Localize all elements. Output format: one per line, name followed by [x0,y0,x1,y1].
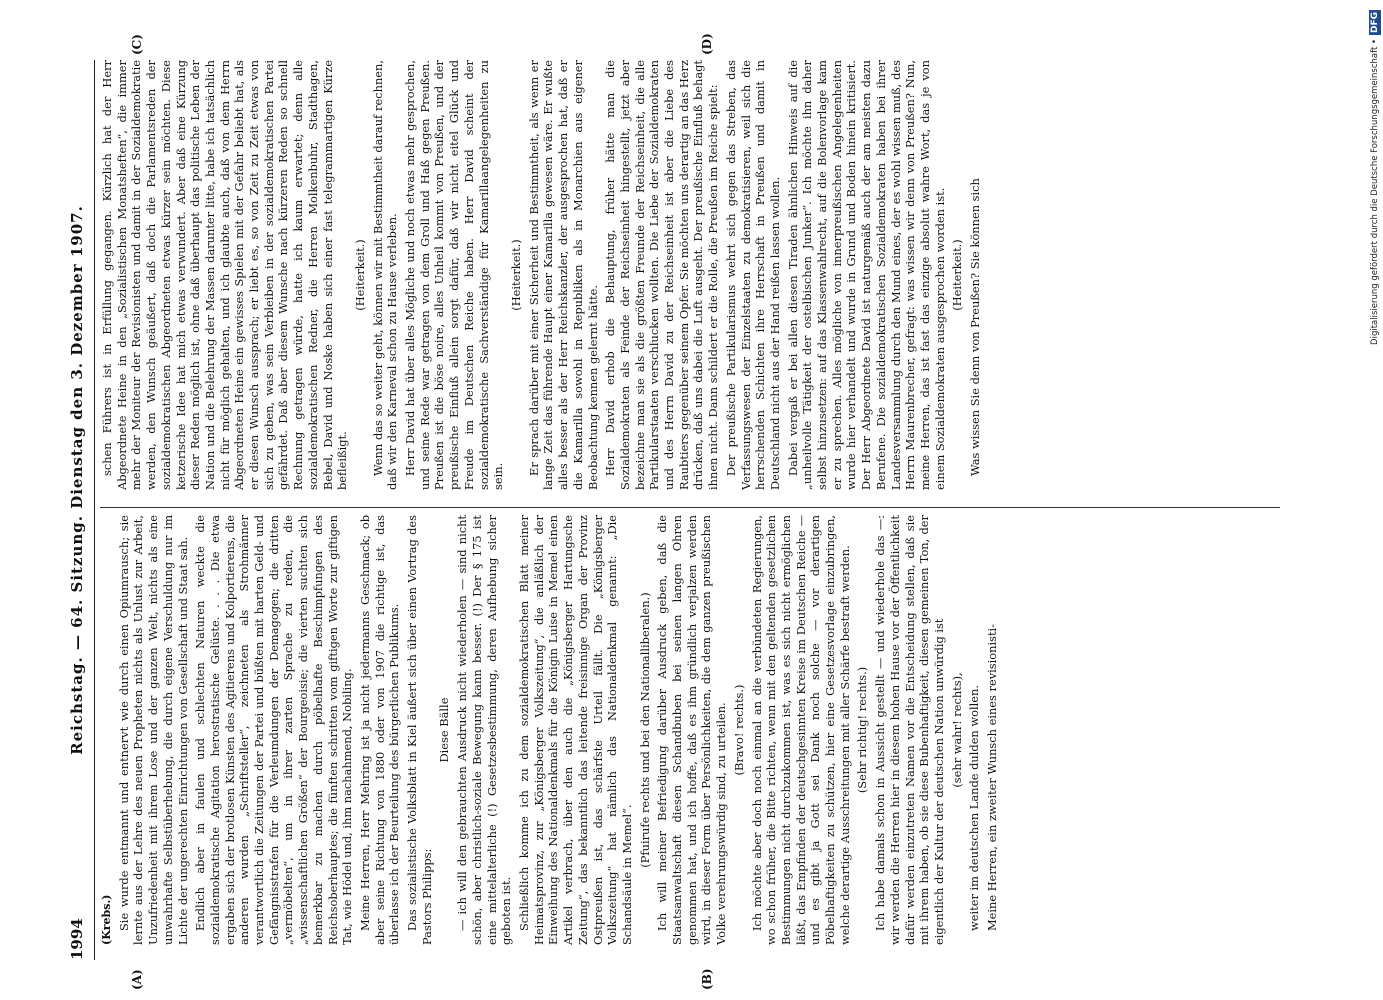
paragraph: weiter im deutschen Lande dulden wollen. [967,685,982,931]
margin-marker-b: (B) [700,968,714,990]
speaker-label: (Krebs.) [100,894,113,945]
paragraph: Sie wurde entmannt und entnervt wie durch einen Opiumrausch; sie lernte aus der Lehre des neuen Propheten nichts als Unlust zur Arbeit, Unzufriedenheit mit ihrem Lose und der ganzen Welt, nichts als eine unwahrhafte Selbstüberhebung, die durch eigene Verschuldung nur im Lichte der ungerechten Einrichtungen von Gesellschaft und Staat sah. [116,515,190,945]
interjection: (Pfuirufe rechts und bei den Nationalliberalen.) [637,592,652,868]
paragraph: Dabei vergaß er bei allen diesen Tiraden ähnlichen Hinweis auf die „unheilvolle Tätigkeit der ostelbischen Junker“. Ich möchte ihn daher selbst hinzusetzen: auf das Klassenwahlrecht, auf die Bolenvorlage kam er zu sprechen. Alles mögliche von innerpreußischen Angelegenheiten wurde hier verhandelt und wurde in Grund und Boden hinein kritisiert. Der Herr Abgeordnete David ist naturgemäß auch der am meisten dazu Berufene. Die sozialdemokratischen Sozialdemokraten haben bei ihrer Landesversammlung durch den Mund eines, der es wohl wissen muß, des Herrn Maurenbrecher, gefragt: was wissen wir denn von Preußen? Nun, meine Herren, das ist fast das einzige absolut wahre Wort, das je von einem Sozialdemokraten ausgesprochen worden ist. [785,60,947,490]
paragraph: Was wissen Sie denn von Preußen? Sie können sich [968,178,983,476]
header-rule [94,60,95,960]
credit-text: Digitalisierung gefördert durch die Deutsche Forschungsgemeinschaft • [1370,39,1380,345]
paragraph: Er sprach darüber mit einer Sicherheit und Bestimmtheit, als wenn er lange Zeit das führende Haupt einer Kamarilla gewesen wäre. Er wußte alles besser als der Herr Reichskanzler, der ausgesprochen hat, daß er die Kamarilla sowohl in Republiken als in Monarchien aus eigener Beobachtung kennen gelernt hätte. [526,60,600,490]
paragraph: Wenn das so weiter geht, können wir mit Bestimmtheit darauf rechnen, daß wir den Karneval schon zu Hause verleben. [370,60,400,490]
column-divider [100,507,1280,508]
paragraph: Das sozialistische Volksblatt in Kiel äußert sich über einen Vortrag des Pastors Philipps: [405,515,434,945]
dfg-logo: DFG [1370,12,1380,34]
paragraph: — ich will den gebrauchten Ausdruck nicht wiederholen — sind nicht schön, aber christlich-soziale Bewegung kann besser. (!) Der § 175 ist eine mittelalterliche (!) Gesetzesbestimmung, deren Aufhebung sicher geboten ist. [455,515,514,945]
paragraph: Meine Herren, ein zweiter Wunsch eines revisionisti- [985,623,1000,931]
interjection: (Heiterkeit.) [508,239,523,311]
paragraph: schen Führers ist in Erfüllung gegangen. Kürzlich hat der Herr Abgeordnete Heine in den „Sozialistischen Monatsheften“, die immer mehr der Moniteur der Revisionisten und damit in der Sozialdemokratie werden, den Wunsch geäußert, daß doch die Parlamentsreden der sozialdemokratischen Abgeordneten etwas kürzer sein möchten. Diese ketzerische Idee hat mich etwas verwundert. Aber daß eine Kürzung dieser Reden möglich ist, ohne daß überhaupt das politische Leben der Nation und die Belehrung der Massen darunter litte, habe ich tatsächlich nicht für möglich gehalten, und ich glaubte auch, daß von dem Herrn Abgeordneten Heine ein gewisses Spielen mit der Gefahr beliebt hat, als er diesen Wunsch aussprach; er liebt es, so von Zeit zu Zeit etwas von sich zu geben, was sein Verbleiben in der sozialdemokratischen Partei gefährdet. Daß aber diesem Wunsche nach kürzeren Reden so schnell Rechnung getragen würde, hatte ich kaum erwartet; denn alle sozialdemokratischen Redner, die Herren Molkenbuhr, Stadthagen, Bebel, David und Noske haben sich einer fast telegrammartigen Kürze befleißigt. [100,60,350,490]
margin-marker-d: (D) [700,33,714,55]
paragraph: Meine Herren, Herr Mehring ist ja nicht jedermanns Geschmack; ob aber seine Richtung von 1880 oder von 1907 die richtige ist, das überlasse ich der Beurteilung des bürgerlichen Publikums. [357,515,402,945]
paragraph: Ich habe damals schon in Aussicht gestellt — und wiederhole das —: wir werden die Herren hier in diesem hohen Hause vor der Öffentlichkeit dafür werden einzutreten Namen vor die Entscheidung stellen, daß sie mit ihrem haben, ob sie diese Bubenhaftigkeit, diesen gemeinen Ton, der eigentlich der Kultur der deutschen Nation unwürdig ist [873,515,946,945]
paragraph: Herr David erhob die Behauptung, früher hätte man die Sozialdemokraten als Feinde der Reichseinheit hingestellt, jetzt aber bezeichne man sie als die größten Freunde der Reichseinheit, die alle Partikularstaaten verschlucken wollten. Die Liebe der Sozialdemokraten und des Herrn David zu der Reichseinheit ist aber die Liebe des Raubtiers gegenüber seinem Opfer. Sie möchten uns derartig an das Herz drücken, daß uns dabei die Luft ausgeht. Der preußische Einfluß behagt ihnen nicht. Dann schildert er die Rolle, die Preußen im Reiche spielt: [603,60,721,490]
paragraph: Schließlich komme ich zu dem sozialdemokratischen Blatt meiner Heimatsprovinz, zur „Königsberger Volkszeitung“, die anläßlich der Einweihung des Nationaldenkmals für die Königin Luise in Memel einen Artikel verbrach, über den auch die „Königsberger Hartungsche Zeitung“, das bekanntlich das leitende freisinnige Organ der Provinz Ostpreußen ist, das schärfste Urteil fällt. Die „Königsberger Volkszeitung“ hat nämlich das Nationaldenkmal genannt: „Die Schandsäule in Memel“. [516,515,634,945]
paragraph: Diese Bälle [437,697,452,763]
page-header [60,60,94,960]
right-column [100,60,1280,490]
paragraph: Der preußische Partikularismus wehrt sich gegen das Streben, das Verfassungswesen der Einzelstaaten zu demokratisieren, weil sich die herrschenden Schichten ihre Herrschaft in Preußen und damit in Deutschland nicht aus der Hand reißen lassen wollen. [723,60,782,490]
paragraph: Ich möchte aber doch noch einmal an die verbündeten Regierungen, wo schon früher, die Bitte richten, wenn mit den geltenden gesetzlichen Bestimmungen nicht durchzukommen ist, was es sich nicht ermöglichen läßt, das Empfinden der deutschgesinnten Kreise im Deutschen Reiche — und es gibt ja Gott sei Dank noch solche — vor derartigen Pöbelhaftigkeiten zu schützen, hier eine Gesetzesvorlage einzubringen, welche derartige Ausschreitungen mit aller Schärfe bestraft werden. [749,515,852,945]
digitization-credit [1368,10,1382,990]
interjection: (Bravo! rechts.) [731,684,746,776]
interjection: (Sehr richtig! rechts.) [855,666,870,794]
rotated-page [60,33,1350,990]
paragraph: Ich will meiner Befriedigung darüber Ausdruck geben, daß die Staatsanwaltschaft diesen Schandbuben bei seinen langen Ohren genommen hat, und ich hoffe, daß es ihm gründlich verjalzen werden wird, in dieser Form über Persönlichkeiten, die dem ganzen preußischen Volke verehrungswürdig sind, zu urteilen. [655,515,729,945]
page-title: Reichstag. — 64. Sitzung. Dienstag den 3. Dezember 1907. [68,205,86,755]
left-column [100,515,1280,945]
page-number: 1994 [68,918,86,960]
margin-marker-a: (A) [130,969,144,990]
interjection: (Heiterkeit.) [950,239,965,311]
interjection: (Heiterkeit.) [352,239,367,311]
paragraph: Endlich aber in faulen und schlechten Naturen weckte die sozialdemokratische Agitation herostratische Gelüste. . . . Die etwa ergaben sich der brotlosen Künsten des Agitierens und Kolportierens, die anderen wurden „Schriftsteller“, zeichneten als Strohmänner verantwortlich die Zeitungen der Partei und büßten mit harten Geld- und Gefängnisstrafen für die Verleumdungen der Demagogen; die dritten „vermöbelten“, um in ihrer zarten Sprache zu reden, die „wissenschaftlichen Größen“ der Bourgeoisie; die vierten suchten sich bemerkbar zu machen durch pöbelhafte Beschimpfungen des Reichsoberhauptes; die fünften schritten vom giftigen Worte zur giftigen Tat, wie Hödel und, ihm nachahmend, Nobiling. [193,515,355,945]
interjection: (sehr wahr! rechts), [949,672,964,788]
paragraph: Herr David hat über alles Mögliche und noch etwas mehr gesprochen, und seine Rede war getragen von dem Groll und Haß gegen Preußen. Preußen ist die böse noire, alles Unheil kommt von Preußen, und der preußische Einfluß allein sorgt dafür, daß wir nicht eitel Glück und Freude im Deutschen Reiche haben. Herr David scheint der sozialdemokratische Sachverständige für Kamarillaangelegenheiten zu sein. [403,60,506,490]
margin-marker-c: (C) [130,34,144,55]
